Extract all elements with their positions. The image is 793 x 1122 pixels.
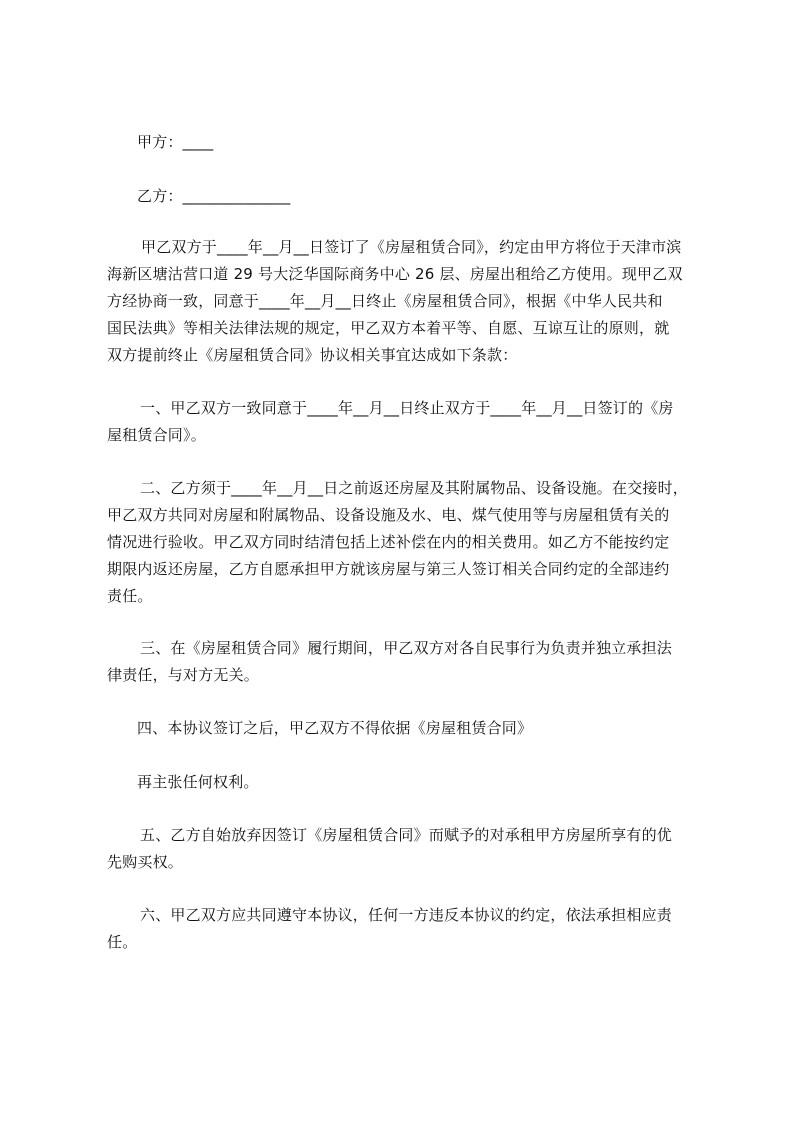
clause4-line-2: 再主张任何权利。 <box>137 773 259 791</box>
intro-line-5: 双方提前终止《房屋租赁合同》协议相关事宜达成如下条款： <box>107 346 518 364</box>
clause5-line-1: 五、乙方自始放弃因签订《房屋租赁合同》而赋予的对承租甲方房屋所享有的优 <box>140 826 673 844</box>
intro-line-4: 国民法典》等相关法律法规的规定，甲乙双方本着平等、自愿、互谅互让的原则，就 <box>107 319 670 337</box>
clause2-line-1: 二、乙方须于____年__月__日之前返还房屋及其附属物品、设备设施。在交接时， <box>140 479 689 497</box>
clause3-line-2: 律责任，与对方无关。 <box>107 666 260 684</box>
intro-line-1: 甲乙双方于____年__月__日签订了《房屋租赁合同》，约定由甲方将位于天津市滨 <box>141 238 682 256</box>
clause4-line-1: 四、本协议签订之后，甲乙双方不得依据《房屋租赁合同》 <box>137 719 533 737</box>
clause6-line-1: 六、甲乙双方应共同遵守本协议，任何一方违反本协议的约定，依法承担相应责 <box>140 906 673 924</box>
party-a-line: 甲方：____ <box>137 133 214 151</box>
clause6-line-2: 任。 <box>107 933 138 951</box>
clause2-line-3: 情况进行验收。甲乙双方同时结清包括上述补偿在内的相关费用。如乙方不能按约定 <box>107 533 670 551</box>
clause1-line-1: 一、甲乙双方一致同意于____年__月__日终止双方于____年__月__日签订的《房 <box>140 399 674 417</box>
clause2-line-2: 甲乙双方共同对房屋和附属物品、设备设施及水、电、煤气使用等与房屋租赁有关的 <box>107 506 670 524</box>
clause3-line-1: 三、在《房屋租赁合同》履行期间，甲乙双方对各自民事行为负责并独立承担法 <box>140 639 673 657</box>
clause1-line-2: 屋租赁合同》。 <box>107 426 206 444</box>
clause5-line-2: 先购买权。 <box>107 853 184 871</box>
intro-line-2: 海新区塘沽营口道 29 号大泛华国际商务中心 26 层、房屋出租给乙方使用。现甲乙双 <box>107 265 683 283</box>
party-b-line: 乙方：______________ <box>137 187 291 205</box>
clause2-line-5: 责任。 <box>107 587 153 605</box>
clause2-line-4: 期限内返还房屋，乙方自愿承担甲方就该房屋与第三人签订相关合同约定的全部违约 <box>107 560 670 578</box>
intro-line-3: 方经协商一致，同意于____年__月__日终止《房屋租赁合同》，根据《中华人民共和 <box>107 292 663 310</box>
